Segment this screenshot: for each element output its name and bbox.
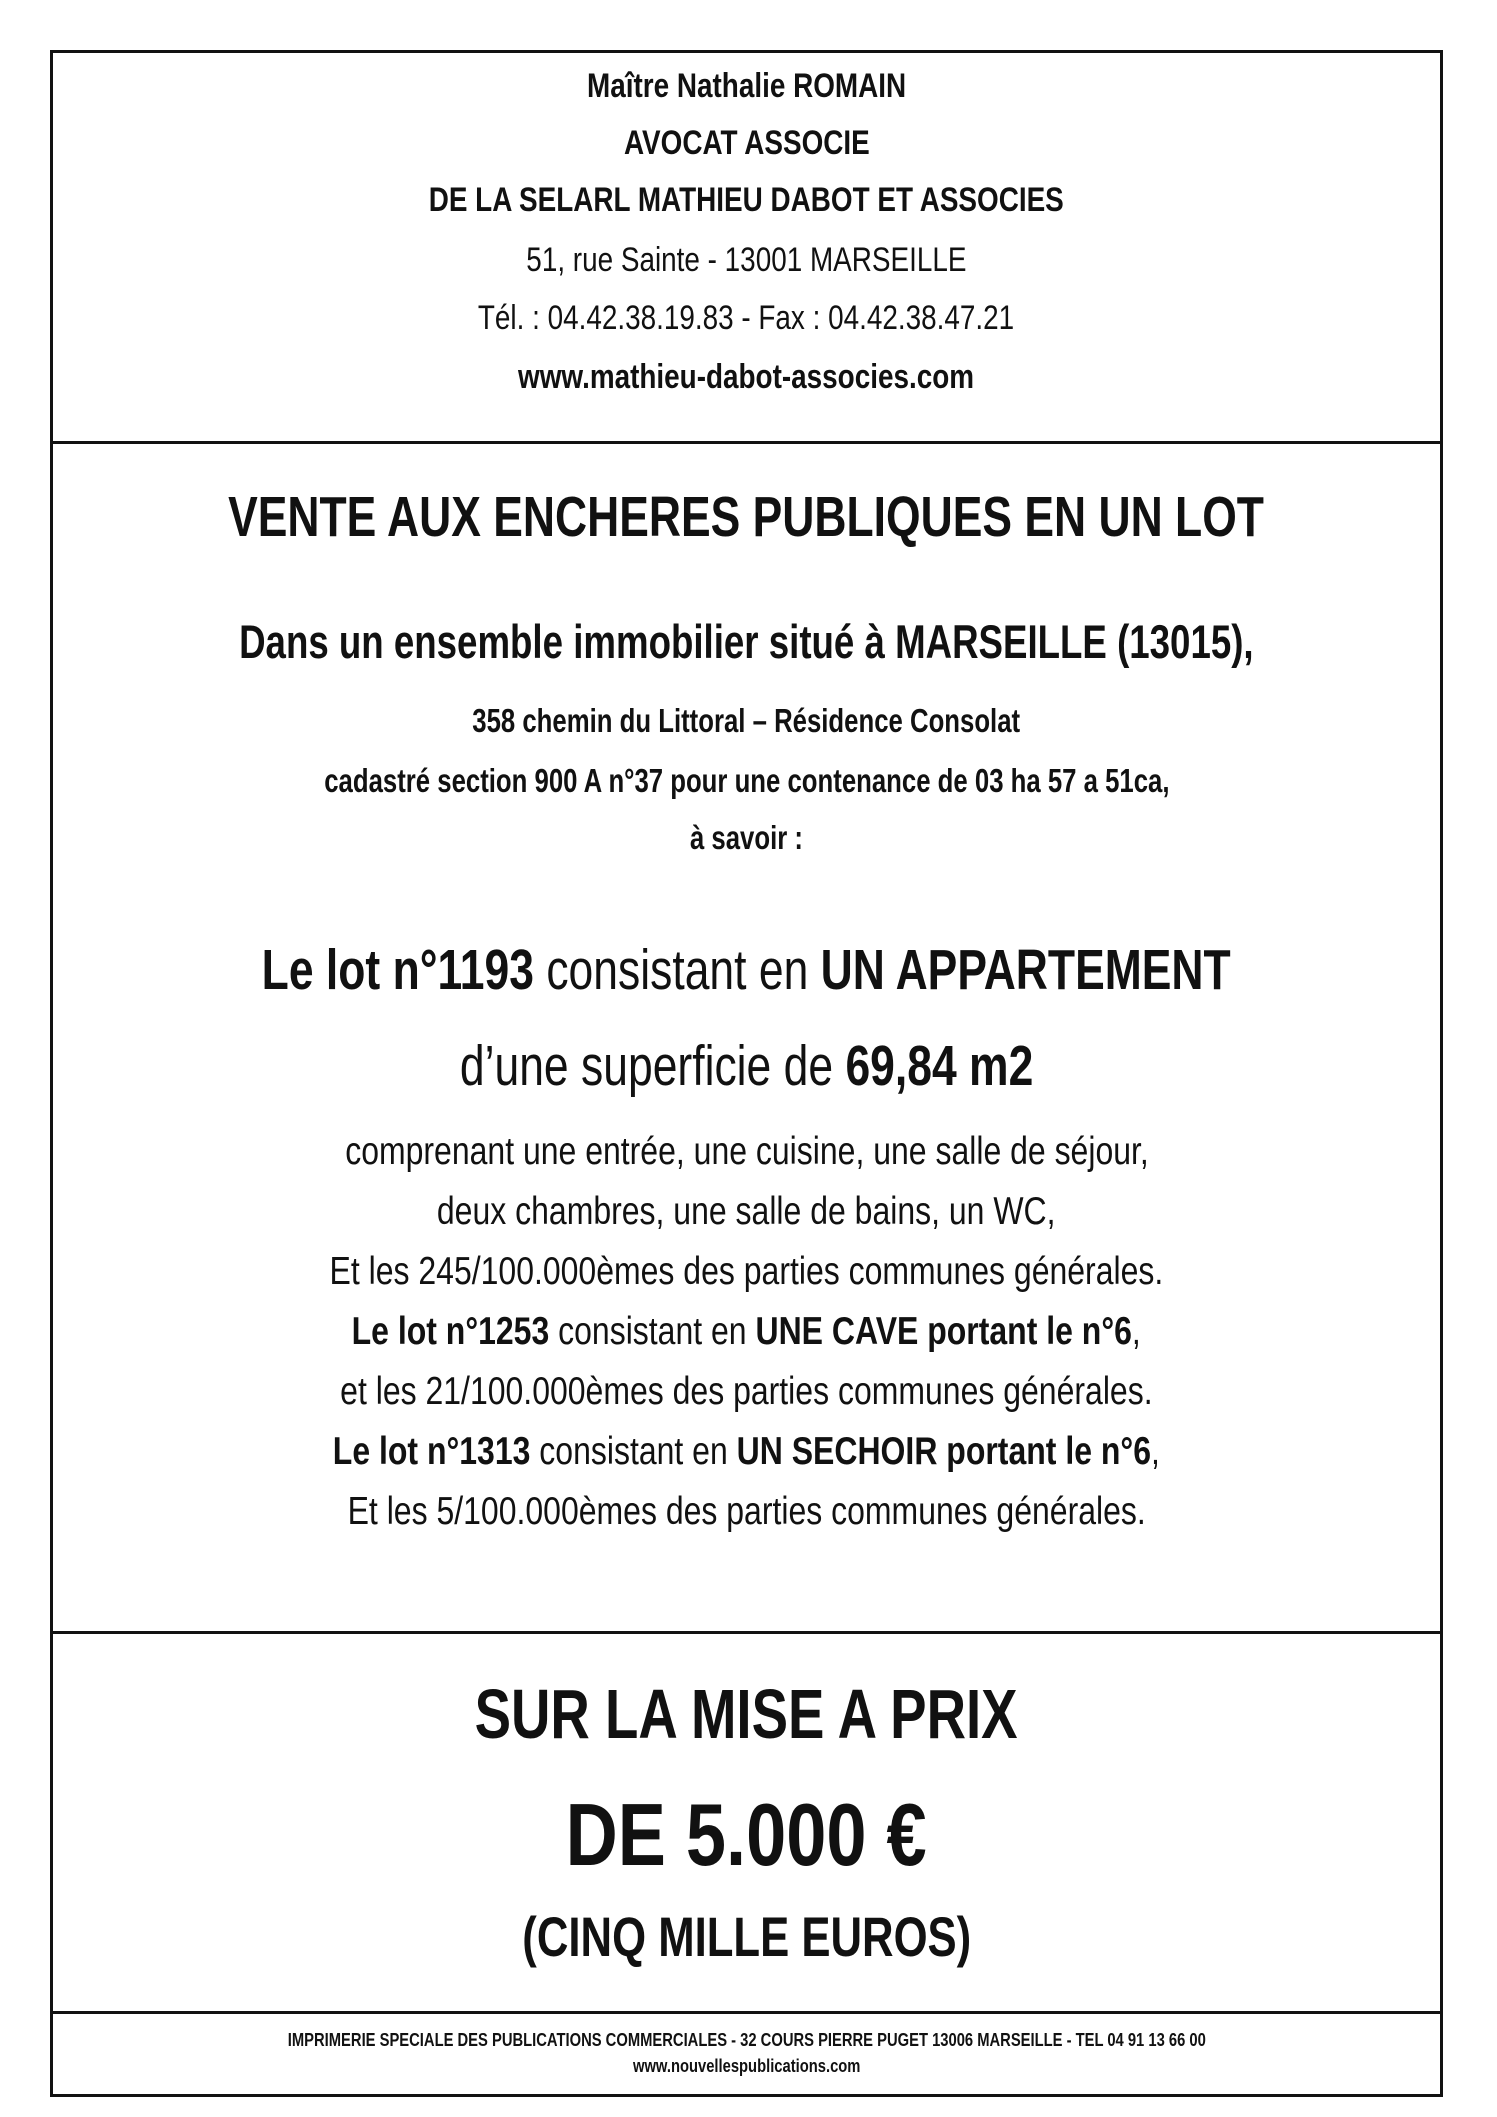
lot-1313-type: UN SECHOIR portant le n°6 (736, 1430, 1152, 1473)
a-savoir: à savoir : (689, 819, 804, 856)
lot-1253-type: UNE CAVE portant le n°6 (755, 1310, 1133, 1353)
lot-1313-heading (53, 1430, 1440, 1474)
lot-1253-label: Le lot n°1253 (351, 1310, 550, 1353)
cadastre: cadastré section 900 A n°37 pour une contenance de 03 ha 57 a 51ca, (323, 762, 1170, 799)
reserve-price (53, 1634, 1440, 2014)
sale-title: VENTE AUX ENCHERES PUBLIQUES EN UN LOT (228, 485, 1265, 549)
surface-value: 69,84 m2 (845, 1034, 1034, 1098)
lawyer-name: Maître Nathalie ROMAIN (586, 67, 907, 105)
firm-website: www.mathieu-dabot-associes.com (518, 358, 975, 396)
lot-1313-connector: consistant en (530, 1430, 737, 1473)
lot-1253-heading (53, 1310, 1440, 1354)
law-firm: DE LA SELARL MATHIEU DABOT ET ASSOCIES (428, 181, 1065, 219)
firm-phone-fax: Tél. : 04.42.38.19.83 - Fax : 04.42.38.47.21 (478, 299, 1015, 337)
lot-1193-shares: Et les 245/100.000èmes des parties communes générales. (329, 1250, 1164, 1293)
lawyer-header (53, 53, 1440, 444)
lot-1193-type: UN APPARTEMENT (820, 938, 1232, 1002)
lot-1193-label: Le lot n°1193 (261, 938, 535, 1002)
lot-1313-suffix: , (1151, 1430, 1161, 1473)
printer-info: IMPRIMERIE SPECIALE DES PUBLICATIONS COMMERCIALES - 32 COURS PIERRE PUGET 13006 MARSEILLE - TEL 04 91 13 66 00 (287, 2030, 1206, 2050)
lot-1253-shares: et les 21/100.000èmes des parties communes générales. (340, 1370, 1153, 1413)
location-intro: Dans un ensemble immobilier situé à MARSEILLE (13015), (239, 615, 1254, 668)
price-amount-words: (CINQ MILLE EUROS) (522, 1905, 971, 1968)
lot-1313-label: Le lot n°1313 (332, 1430, 531, 1473)
notice-frame (50, 50, 1443, 2097)
printer-footer (53, 2014, 1440, 2094)
price-amount: DE 5.000 € (565, 1785, 928, 1884)
lot-1193-heading (53, 937, 1440, 1003)
lot-1193-surface (53, 1033, 1440, 1099)
printer-website: www.nouvellespublications.com (632, 2056, 861, 2076)
lot-1253-suffix: , (1132, 1310, 1142, 1353)
lot-1253-connector: consistant en (549, 1310, 756, 1353)
price-heading: SUR LA MISE A PRIX (474, 1675, 1018, 1753)
sale-details (53, 444, 1440, 1634)
lawyer-role: AVOCAT ASSOCIE (623, 124, 870, 162)
street-address: 358 chemin du Littoral – Résidence Consolat (472, 702, 1021, 739)
lot-1193-connector: consistant en (534, 938, 821, 1002)
surface-prefix: d’une superficie de (459, 1034, 846, 1098)
firm-address: 51, rue Sainte - 13001 MARSEILLE (526, 241, 967, 279)
lot-1193-desc-2: deux chambres, une salle de bains, un WC, (437, 1190, 1056, 1233)
lot-1193-desc-1: comprenant une entrée, une cuisine, une salle de séjour, (344, 1130, 1149, 1173)
lot-1313-shares: Et les 5/100.000èmes des parties communes générales. (347, 1490, 1146, 1533)
